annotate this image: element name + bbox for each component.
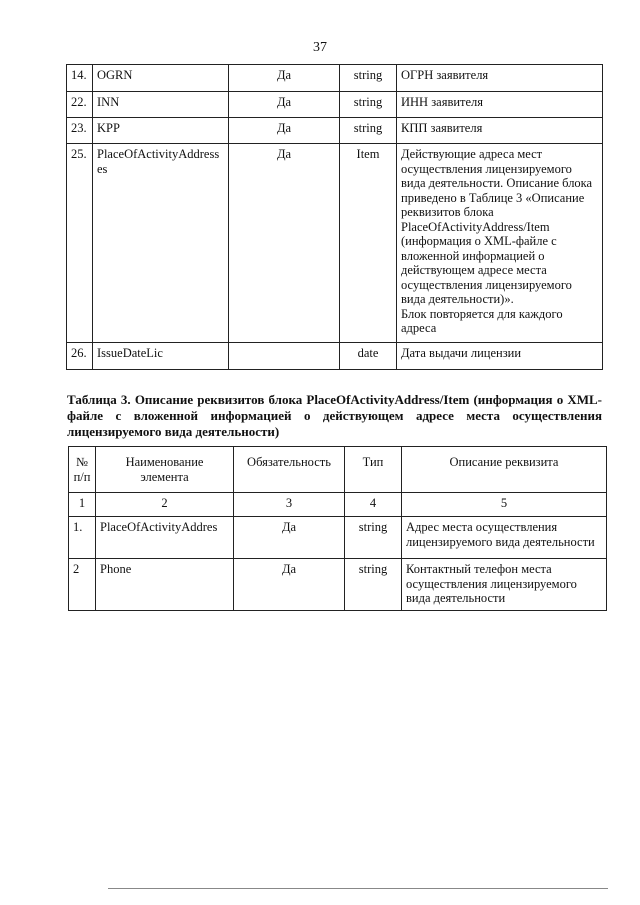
column-index-row (69, 493, 607, 517)
required-flag: Да (229, 92, 340, 118)
element-name: PlaceOfActivityAddres (96, 517, 234, 559)
element-type: string (345, 559, 402, 611)
element-description: Адрес места осуществления лицензируемого вида деятельности (402, 517, 607, 559)
header-required: Обязательность (234, 447, 345, 493)
element-name: PlaceOfActivityAddresses (93, 144, 229, 343)
table-row (67, 343, 603, 370)
column-index: 2 (96, 493, 234, 517)
element-description: Дата выдачи лицензии (397, 343, 603, 370)
element-description: ОГРН заявителя (397, 65, 603, 92)
header-type: Тип (345, 447, 402, 493)
column-index: 1 (69, 493, 96, 517)
header-name: Наименование элемента (96, 447, 234, 493)
required-flag: Да (229, 118, 340, 144)
element-description: ИНН заявителя (397, 92, 603, 118)
row-number: 23. (67, 118, 93, 144)
element-description (397, 144, 603, 343)
row-number: 14. (67, 65, 93, 92)
element-type: string (340, 65, 397, 92)
required-flag: Да (229, 65, 340, 92)
header-num: № п/п (69, 447, 96, 493)
row-number: 1. (69, 517, 96, 559)
element-name: OGRN (93, 65, 229, 92)
table-row (67, 92, 603, 118)
table-3-caption: Таблица 3. Описание реквизитов блока PlaceOfActivityAddress/Item (информация о XML-файле с вложенной информацией о действующем адресе места осуществления лицензируемого вида деятельности) (67, 392, 602, 439)
required-flag: Да (234, 517, 345, 559)
required-flag: Да (234, 559, 345, 611)
row-number: 22. (67, 92, 93, 118)
column-index: 5 (402, 493, 607, 517)
element-type: date (340, 343, 397, 370)
element-name: IssueDateLic (93, 343, 229, 370)
element-name: KPP (93, 118, 229, 144)
table-row (67, 144, 603, 343)
element-type: Item (340, 144, 397, 343)
element-type: string (345, 517, 402, 559)
table-row (69, 517, 607, 559)
table-row (69, 559, 607, 611)
table-row (67, 65, 603, 92)
required-flag (229, 343, 340, 370)
header-description: Описание реквизита (402, 447, 607, 493)
element-description: Контактный телефон места осуществления лицензируемого вида деятельности (402, 559, 607, 611)
row-number: 2 (69, 559, 96, 611)
column-index: 4 (345, 493, 402, 517)
element-type: string (340, 92, 397, 118)
table-header-row (69, 447, 607, 493)
description-repeat-note: Блок повторяется для каждого адреса (401, 306, 563, 335)
required-flag: Да (229, 144, 340, 343)
requisites-table-continued (66, 64, 603, 370)
row-number: 25. (67, 144, 93, 343)
column-index: 3 (234, 493, 345, 517)
row-number: 26. (67, 343, 93, 370)
element-type: string (340, 118, 397, 144)
table-row (67, 118, 603, 144)
description-text: Действующие адреса мест осуществления лицензируемого вида деятельности. Описание блока приведено в Таблице 3 «Описание реквизитов блока PlaceOfActivityAddress/Item (информация о XML-файле с вложенной информацией о действующем адресе места осуществления лицензируемого вида деятельности)». (401, 147, 593, 306)
page-number: 37 (313, 40, 327, 55)
element-name: INN (93, 92, 229, 118)
requisites-table-3 (68, 446, 607, 611)
scan-edge-line (108, 888, 608, 889)
element-description: КПП заявителя (397, 118, 603, 144)
element-name: Phone (96, 559, 234, 611)
